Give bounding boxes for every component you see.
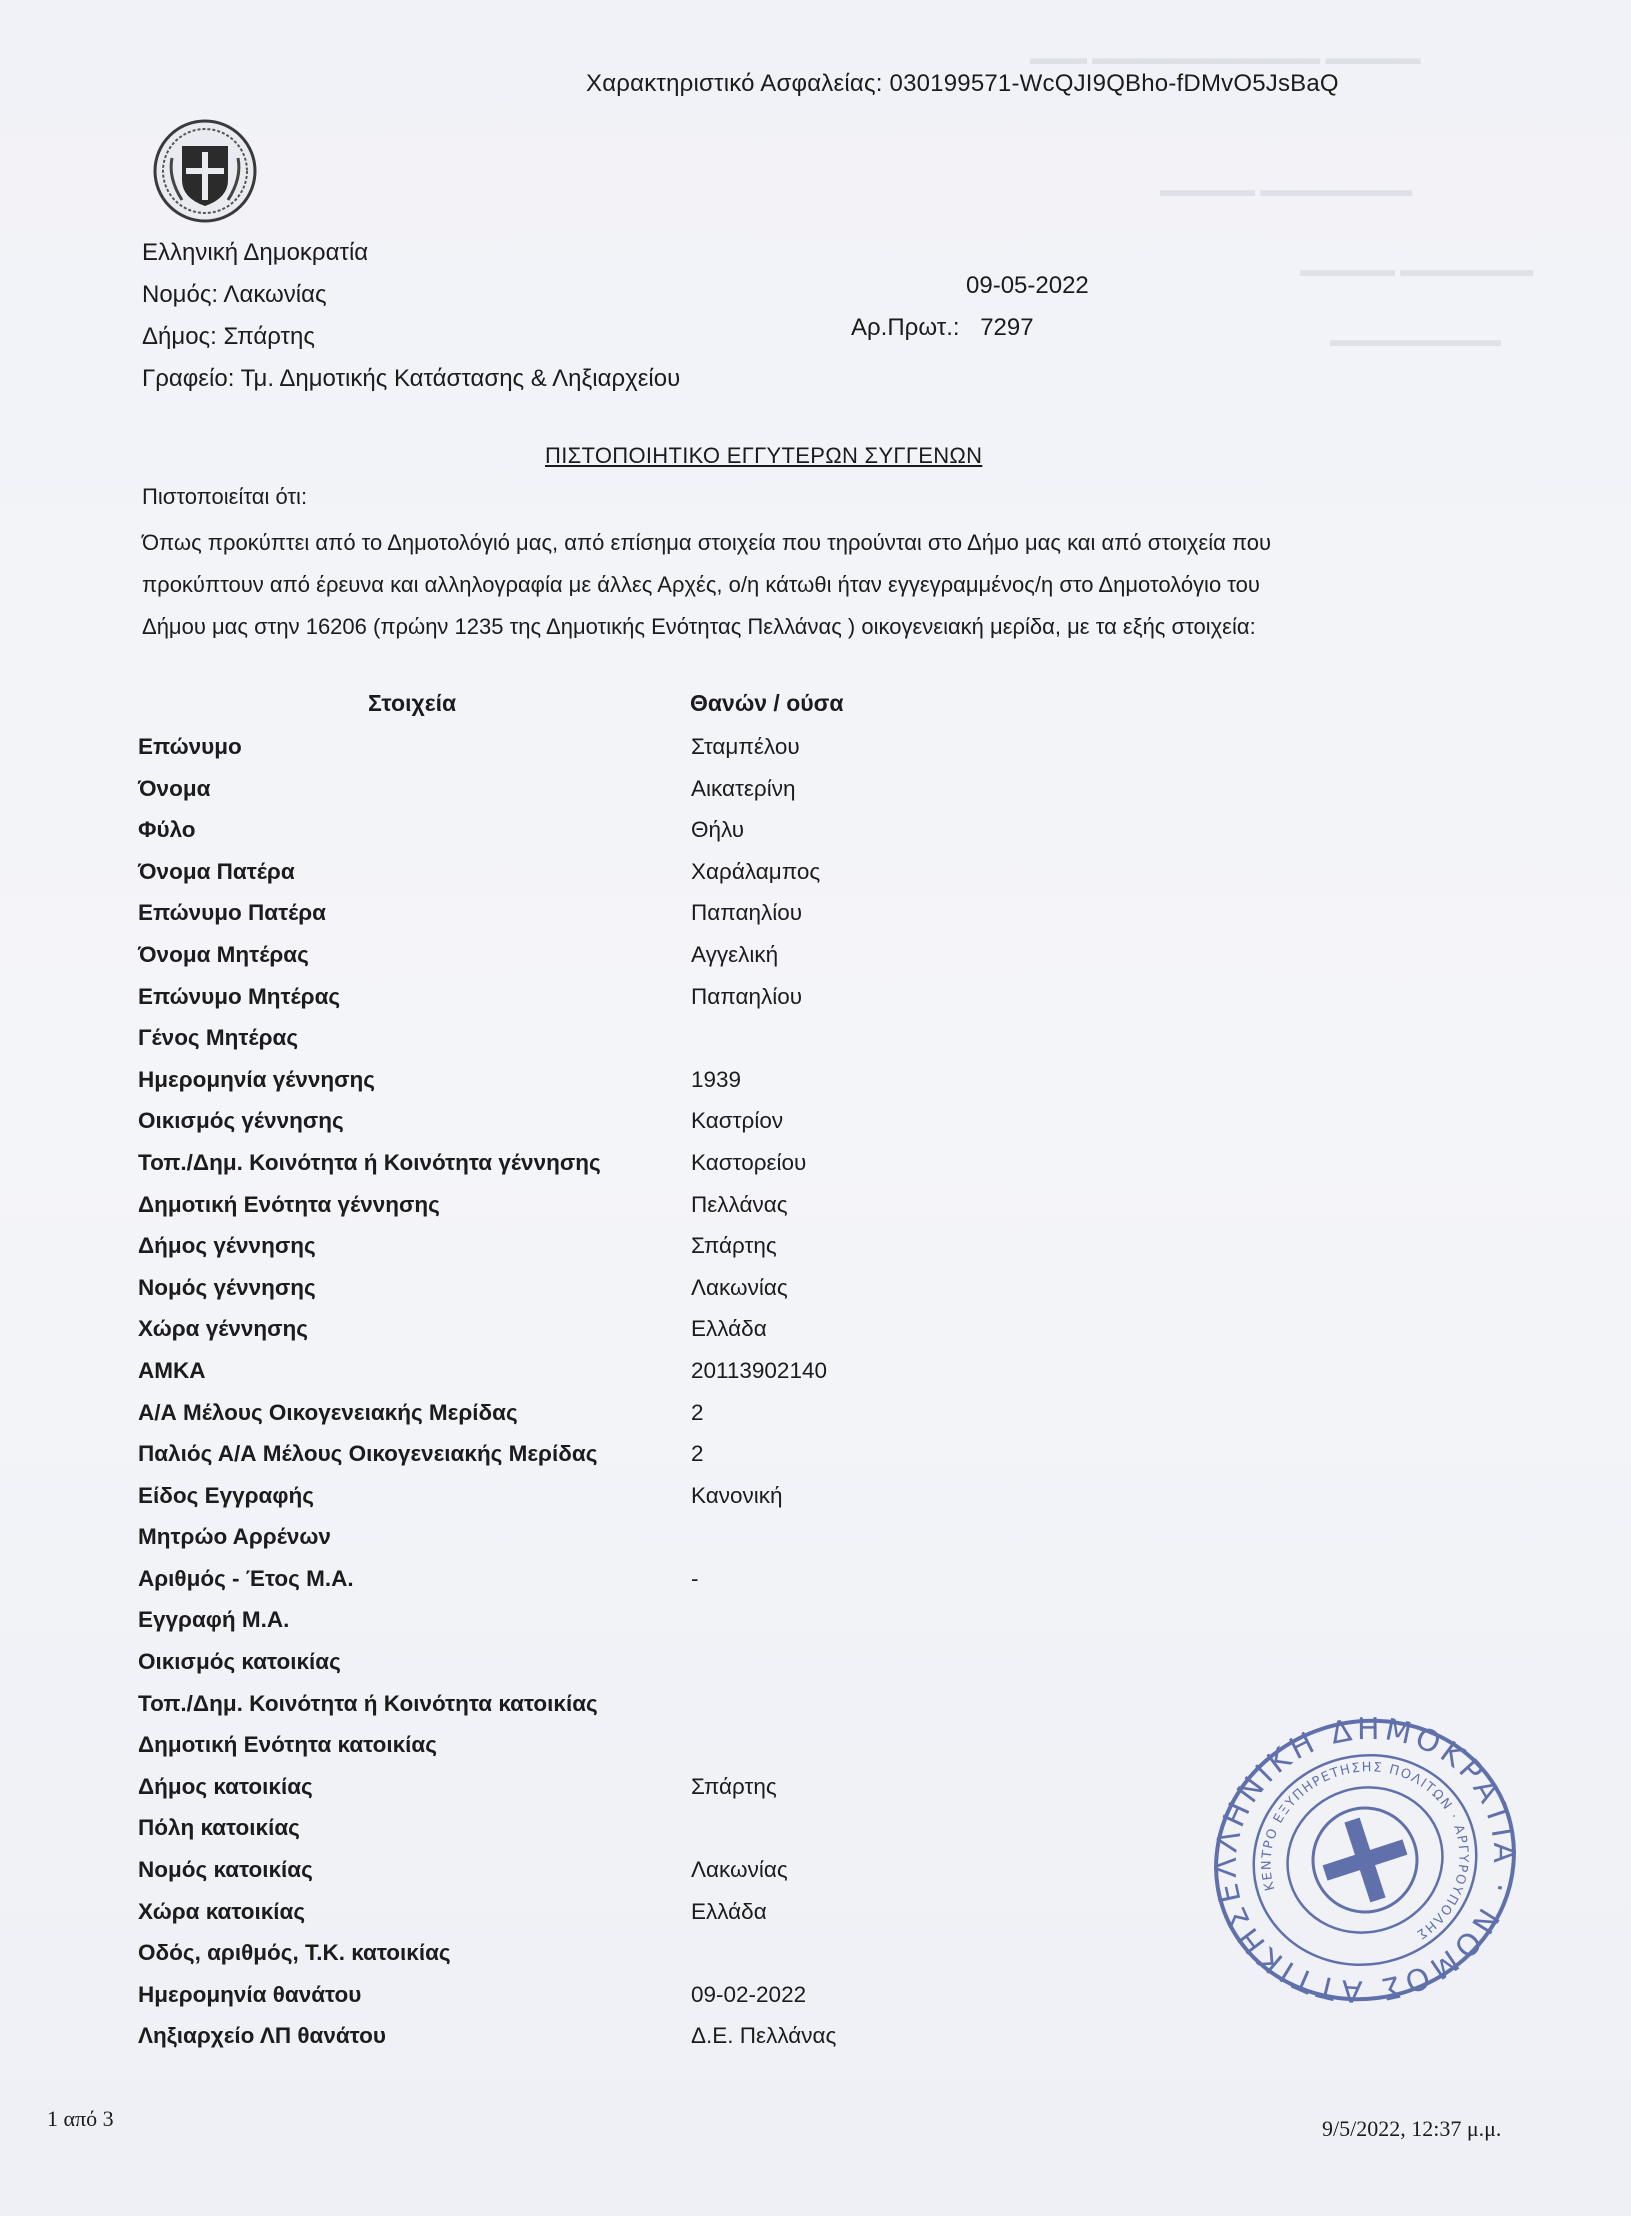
bleed-through-text: ▬▬▬ ▬▬▬▬▬▬▬▬▬▬▬▬ ▬▬▬▬▬ xyxy=(1030,48,1421,69)
field-value: Χαράλαμπος xyxy=(691,858,821,884)
field-value: Αγγελική xyxy=(691,941,779,967)
table-row xyxy=(138,1477,1238,1519)
table-row xyxy=(138,2017,1238,2059)
table-row xyxy=(138,936,1238,978)
print-timestamp: 9/5/2022, 12:37 μ.μ. xyxy=(1322,2116,1502,2141)
bleed-through-text: ▬▬▬▬▬▬▬▬▬ xyxy=(1330,330,1501,351)
table-row xyxy=(138,978,1238,1020)
table-row xyxy=(138,1893,1238,1935)
field-value: 20113902140 xyxy=(691,1357,827,1383)
intro-text: Πιστοποιείται ότι: xyxy=(142,484,308,509)
field-value: 1939 xyxy=(691,1066,742,1092)
document-title: ΠΙΣΤΟΠΟΙΗΤΙΚΟ ΕΓΓΥΤΕΡΩΝ ΣΥΓΓΕΝΩΝ xyxy=(545,443,983,468)
field-label: Νομός κατοικίας xyxy=(138,1857,313,1883)
bleed-through-text: ▬▬▬▬▬ ▬▬▬▬▬▬▬▬ xyxy=(1160,180,1413,201)
issuer-municipality: Δήμος: Σπάρτης xyxy=(142,323,315,350)
table-row xyxy=(138,1560,1238,1602)
field-label: Ημερομηνία γέννησης xyxy=(138,1066,375,1092)
field-label: Φύλο xyxy=(138,817,196,843)
table-row xyxy=(138,811,1238,853)
field-value: Κανονική xyxy=(691,1482,783,1508)
field-label: Τοπ./Δημ. Κοινότητα ή Κοινότητα γέννησης xyxy=(138,1149,601,1175)
protocol-number-line xyxy=(851,314,1034,342)
bleed-through-text: ▬▬▬▬▬ ▬▬▬▬▬▬▬ xyxy=(1300,260,1534,281)
table-row xyxy=(138,1851,1238,1893)
field-value: - xyxy=(691,1565,699,1591)
table-row xyxy=(138,1269,1238,1311)
column-header-deceased: Θανών / ούσα xyxy=(690,690,844,716)
seal-inner-text: ΚΕΝΤΡΟ ΕΞΥΠΗΡΕΤΗΣΗΣ ΠΟΛΙΤΩΝ · ΑΡΓΥΡΟΥΠΟΛΗΣ xyxy=(1259,1760,1471,1943)
field-value: Πελλάνας xyxy=(691,1191,788,1217)
table-row xyxy=(138,1310,1238,1352)
table-row xyxy=(138,853,1238,895)
field-value: Θήλυ xyxy=(691,817,745,843)
field-label: Χώρα γέννησης xyxy=(138,1316,308,1342)
field-label: ΑΜΚΑ xyxy=(138,1357,206,1383)
field-value: Λακωνίας xyxy=(691,1274,788,1300)
field-value: Παπαηλίου xyxy=(691,983,803,1009)
field-value: Παπαηλίου xyxy=(691,900,803,926)
field-value: 2 xyxy=(691,1399,704,1425)
table-row xyxy=(138,1352,1238,1394)
issuer-prefecture: Νομός: Λακωνίας xyxy=(142,281,327,308)
field-label: Επώνυμο Μητέρας xyxy=(138,983,341,1009)
table-row xyxy=(138,1019,1238,1061)
table-row xyxy=(138,1726,1238,1768)
issue-date: 09-05-2022 xyxy=(966,272,1089,299)
table-row xyxy=(138,1061,1238,1103)
security-code: 030199571-WcQJI9QBho-fDMvO5JsBaQ xyxy=(889,70,1339,97)
table-row xyxy=(138,1601,1238,1643)
table-row xyxy=(138,1976,1238,2018)
table-row xyxy=(138,1144,1238,1186)
field-label: Οικισμός κατοικίας xyxy=(138,1649,341,1675)
official-stamp-icon xyxy=(1195,1710,1535,2010)
field-value: Σπάρτης xyxy=(691,1233,777,1259)
table-row xyxy=(138,1643,1238,1685)
field-label: Πόλη κατοικίας xyxy=(138,1815,300,1841)
field-label: Όνομα Πατέρα xyxy=(138,858,295,884)
security-code-line xyxy=(586,70,1339,98)
field-label: Εγγραφή Μ.Α. xyxy=(138,1607,290,1633)
details-table xyxy=(138,728,1238,2059)
field-label: Παλιός Α/Α Μέλους Οικογενειακής Μερίδας xyxy=(138,1441,598,1467)
field-value: Ελλάδα xyxy=(691,1898,767,1924)
field-label: Μητρώο Αρρένων xyxy=(138,1524,331,1550)
field-label: Όνομα xyxy=(138,775,211,801)
field-label: Χώρα κατοικίας xyxy=(138,1898,306,1924)
issuer-block xyxy=(142,232,680,400)
field-value: Σταμπέλου xyxy=(691,734,800,759)
hellenic-republic-coat-of-arms-icon xyxy=(152,118,258,224)
field-value: Σπάρτης xyxy=(691,1773,777,1799)
field-label: Αριθμός - Έτος Μ.Α. xyxy=(138,1565,354,1591)
table-row xyxy=(138,770,1238,812)
field-label: Νομός γέννησης xyxy=(138,1274,316,1300)
protocol-label: Αρ.Πρωτ.: xyxy=(851,314,960,341)
table-row xyxy=(138,1227,1238,1269)
field-label: Όνομα Μητέρας xyxy=(138,941,309,967)
field-label: Δήμος κατοικίας xyxy=(138,1773,313,1799)
field-label: Δήμος γέννησης xyxy=(138,1233,316,1259)
field-label: Α/Α Μέλους Οικογενειακής Μερίδας xyxy=(138,1399,518,1425)
field-label: Τοπ./Δημ. Κοινότητα ή Κοινότητα κατοικίας xyxy=(138,1690,598,1716)
field-value: 2 xyxy=(691,1441,704,1467)
table-row xyxy=(138,1102,1238,1144)
field-label: Δημοτική Ενότητα γέννησης xyxy=(138,1191,440,1217)
table-row xyxy=(138,1685,1238,1727)
paragraph-line: Δήμου μας στην 16206 (πρώην 1235 της Δημοτικής Ενότητας Πελλάνας ) οικογενειακή μερίδα, με τα εξής στοιχεία: xyxy=(142,614,1256,639)
field-value: 09-02-2022 xyxy=(691,1981,807,2007)
table-row xyxy=(138,1809,1238,1851)
table-row xyxy=(138,1186,1238,1228)
table-row xyxy=(138,728,1238,770)
field-value: Λακωνίας xyxy=(691,1857,788,1883)
field-label: Γένος Μητέρας xyxy=(138,1025,299,1051)
certification-paragraph xyxy=(142,522,1392,648)
field-value: Ελλάδα xyxy=(691,1316,767,1342)
field-label: Δημοτική Ενότητα κατοικίας xyxy=(138,1732,437,1758)
security-label: Χαρακτηριστικό Ασφαλείας: xyxy=(586,70,883,97)
paragraph-line: Όπως προκύπτει από το Δημοτολόγιό μας, από επίσημα στοιχεία που τηρούνται στο Δήμο μας και από στοιχεία που xyxy=(142,530,1272,555)
field-value: Αικατερίνη xyxy=(691,775,796,801)
field-value: Καστρίον xyxy=(691,1108,784,1134)
field-label: Οδός, αριθμός, Τ.Κ. κατοικίας xyxy=(138,1940,451,1966)
issuer-republic: Ελληνική Δημοκρατία xyxy=(142,239,369,266)
field-label: Επώνυμο Πατέρα xyxy=(138,900,327,926)
table-row xyxy=(138,1934,1238,1976)
field-label: Είδος Εγγραφής xyxy=(138,1482,314,1508)
field-label: Ημερομηνία θανάτου xyxy=(138,1981,362,2007)
field-label: Ληξιαρχείο ΛΠ θανάτου xyxy=(138,2023,386,2049)
seal-outer-text: ΕΛΛΗΝΙΚΗ ΔΗΜΟΚΡΑΤΙΑ · ΝΟΜΟΣ ΑΤΤΙΚΗΣ xyxy=(1208,1711,1522,2009)
table-row xyxy=(138,1435,1238,1477)
column-header-fields: Στοιχεία xyxy=(368,690,457,716)
table-row xyxy=(138,1394,1238,1436)
table-row xyxy=(138,1768,1238,1810)
field-value: Καστορείου xyxy=(691,1149,807,1175)
table-row xyxy=(138,1518,1238,1560)
field-value: Δ.Ε. Πελλάνας xyxy=(691,2023,837,2049)
table-row xyxy=(138,894,1238,936)
protocol-number: 7297 xyxy=(980,314,1034,341)
field-label: Οικισμός γέννησης xyxy=(138,1108,344,1134)
issuer-office: Γραφείο: Τμ. Δημοτικής Κατάστασης & Ληξιαρχείου xyxy=(142,365,681,392)
page-counter: 1 από 3 xyxy=(47,2106,114,2131)
paragraph-line: προκύπτουν από έρευνα και αλληλογραφία με άλλες Αρχές, ο/η κάτωθι ήταν εγγεγραμμένος/η στο Δημοτολόγιο του xyxy=(142,572,1260,597)
field-label: Επώνυμο xyxy=(138,734,242,759)
